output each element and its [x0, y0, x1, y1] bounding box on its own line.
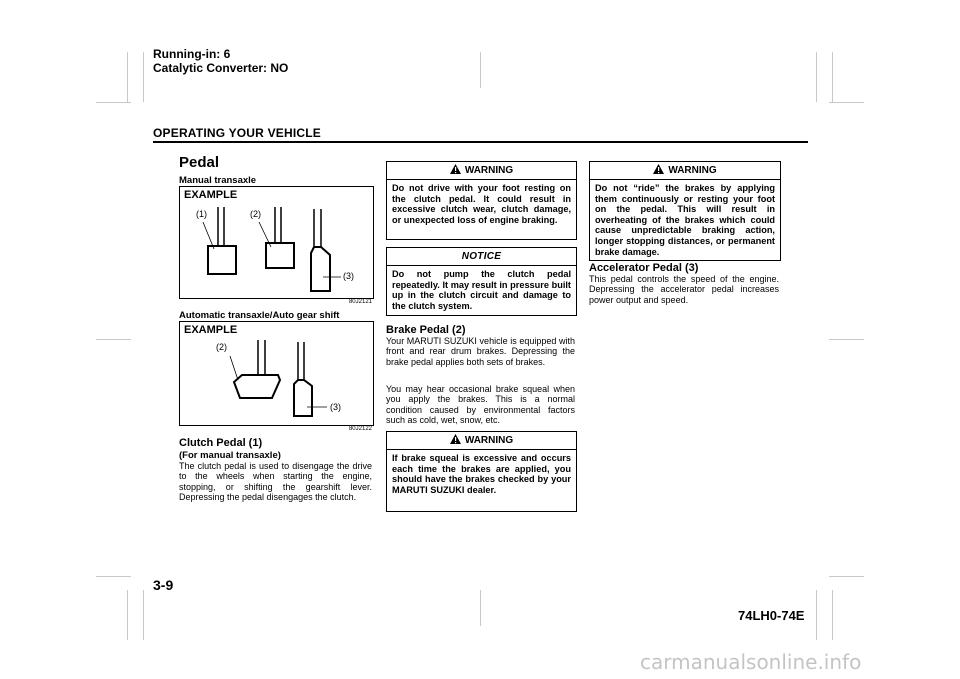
- warning-header: [387, 162, 576, 180]
- warning-triangle-icon: [653, 164, 664, 174]
- page-number: 3-9: [153, 577, 174, 593]
- crop-mark: [127, 52, 128, 102]
- automatic-pedal-figure: [179, 321, 374, 426]
- clutch-pedal-subheading: (For manual transaxle): [179, 450, 281, 461]
- warning-label: WARNING: [668, 165, 717, 176]
- warning-text: Do not drive with your foot resting on the clutch pedal. It could result in excessive clutch wear, clutch damage, or unexpected loss of engine braking.: [392, 183, 571, 225]
- warning-header: [590, 162, 780, 180]
- accelerator-pedal-heading: Accelerator Pedal (3): [589, 262, 699, 274]
- crop-mark: [816, 590, 817, 640]
- brake-pedal-text-1: Your MARUTI SUZUKI vehicle is equipped with front and rear drum brakes. Depressing the brake pedal applies both sets of brakes.: [386, 336, 575, 367]
- clutch-pedal-text: The clutch pedal is used to disengage the drive to the wheels when starting the engine, stopping, or shifting the gearshift lever. Depressing the pedal disengages the clutch.: [179, 461, 372, 503]
- callout-2: (2): [250, 209, 261, 219]
- watermark: carmanualsonline.info: [640, 650, 862, 674]
- crop-mark: [143, 590, 144, 640]
- catalytic-converter-text: Catalytic Converter: NO: [153, 61, 289, 75]
- warning-text: If brake squeal is excessive and occurs each time the brakes are applied, you should have the brakes checked by your MARUTI SUZUKI dealer.: [392, 453, 571, 495]
- crop-mark: [829, 339, 864, 340]
- figure-code: 80J2122: [348, 426, 372, 432]
- crop-mark: [480, 590, 481, 626]
- automatic-transaxle-label: Automatic transaxle/Auto gear shift: [179, 310, 340, 321]
- clutch-pedal-heading: Clutch Pedal (1): [179, 437, 263, 449]
- brake-pedal-text-2: You may hear occasional brake squeal when you apply the brakes. This is a normal condition caused by environmental factors such as cold, wet, snow, etc.: [386, 384, 575, 426]
- callout-3: (3): [343, 271, 354, 281]
- crop-mark: [816, 52, 817, 102]
- manual-transaxle-label: Manual transaxle: [179, 175, 257, 186]
- notice-box: [386, 247, 577, 316]
- warning-triangle-icon: [450, 164, 461, 174]
- crop-mark: [480, 52, 481, 88]
- warning-box-brake: [386, 431, 577, 512]
- example-label: EXAMPLE: [184, 324, 238, 336]
- crop-mark: [832, 590, 833, 640]
- automatic-pedals-illustration: [180, 322, 373, 425]
- section-title: OPERATING YOUR VEHICLE: [153, 126, 321, 140]
- figure-code: 80J2121: [348, 299, 372, 305]
- accelerator-pedal-text: This pedal controls the speed of the engine. Depressing the accelerator pedal increases power output and speed.: [589, 274, 779, 305]
- crop-mark: [127, 590, 128, 640]
- callout-2: (2): [216, 342, 227, 352]
- manual-pedals-illustration: [180, 187, 373, 298]
- warning-box-clutch: [386, 161, 577, 240]
- warning-text: Do not “ride” the brakes by applying them continuously or resting your foot on the pedal. This will result in overheating of the brakes which could cause unpredictable braking action, longer stopping distances, or permanent brake damage.: [595, 183, 775, 257]
- notice-text: Do not pump the clutch pedal repeatedly. It may result in pressure built up in the clutch circuit and damage to the clutch system.: [392, 269, 571, 311]
- brake-pedal-heading: Brake Pedal (2): [386, 324, 466, 336]
- crop-mark: [96, 339, 131, 340]
- callout-3: (3): [330, 402, 341, 412]
- crop-mark: [96, 576, 131, 577]
- crop-mark: [143, 52, 144, 102]
- crop-mark: [96, 102, 131, 103]
- page-title: Pedal: [179, 154, 220, 171]
- callout-1: (1): [196, 209, 207, 219]
- warning-label: WARNING: [464, 165, 514, 176]
- manual-pedal-figure: [179, 186, 374, 299]
- crop-mark: [829, 576, 864, 577]
- crop-mark: [832, 52, 833, 102]
- warning-box-ride-brakes: [589, 161, 781, 261]
- running-in-text: Running-in: 6: [153, 47, 231, 61]
- notice-header: NOTICE: [387, 248, 576, 266]
- header-rule: [153, 141, 808, 143]
- example-label: EXAMPLE: [184, 189, 238, 201]
- warning-triangle-icon: [450, 434, 461, 444]
- warning-label: WARNING: [464, 435, 514, 446]
- crop-mark: [829, 102, 864, 103]
- warning-header: [387, 432, 576, 450]
- document-code: 74LH0-74E: [738, 608, 805, 623]
